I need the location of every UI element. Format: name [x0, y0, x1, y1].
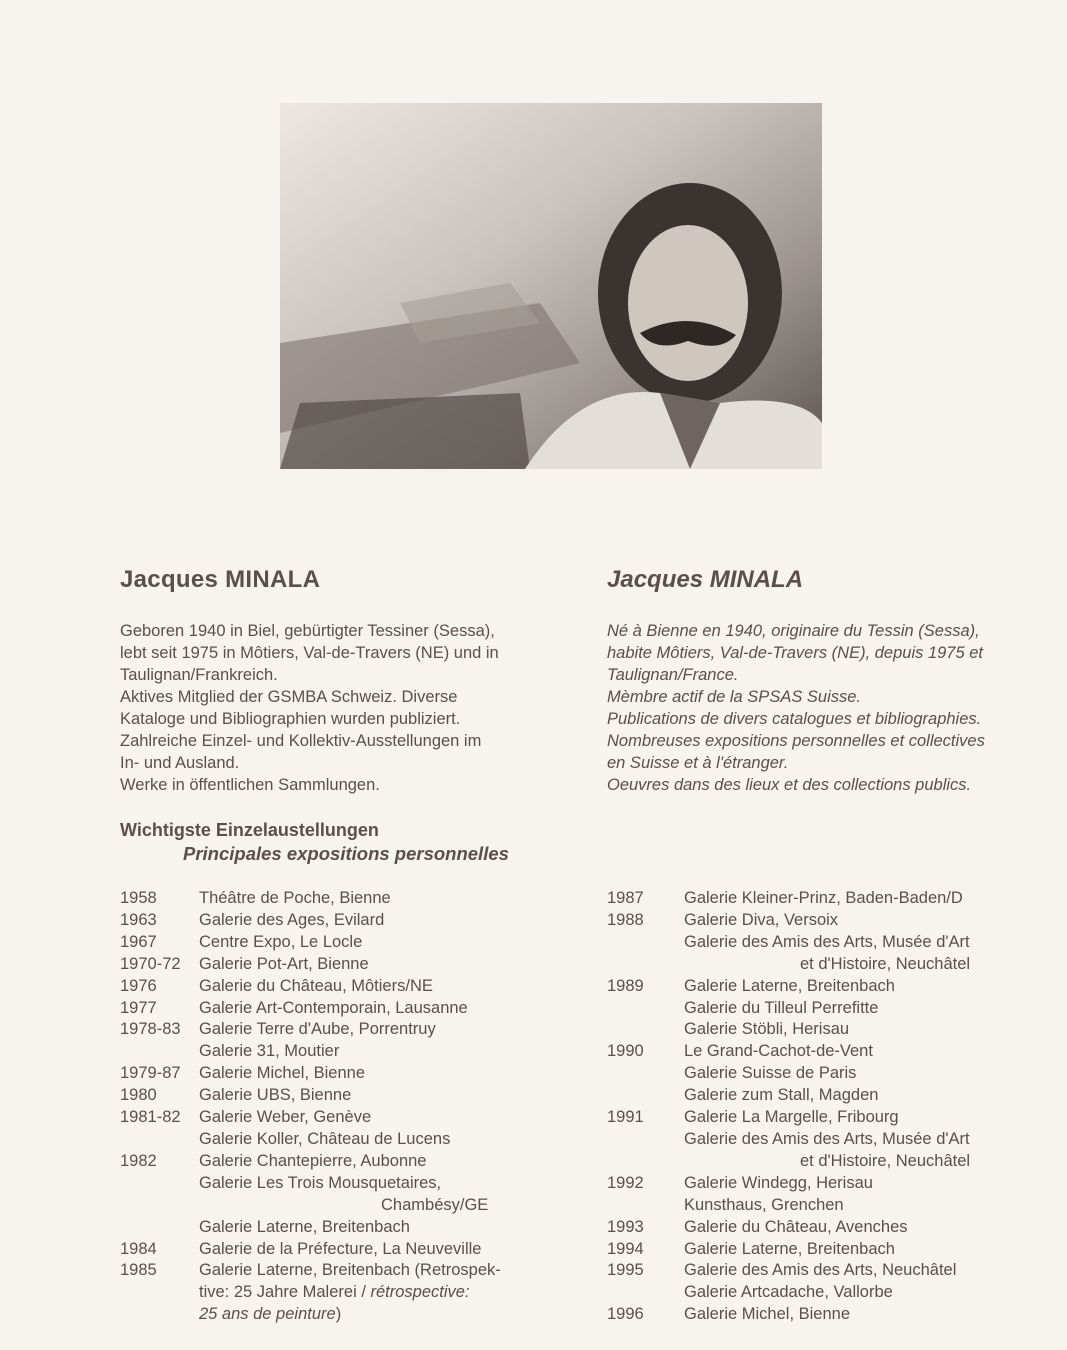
exhibition-year: 1978-83	[120, 1020, 181, 1039]
exhibition-year: 1994	[607, 1239, 644, 1258]
bio-line: In- und Ausland.	[120, 754, 240, 772]
exhibition-row	[607, 1260, 1047, 1304]
exhibition-list-right	[607, 888, 1047, 1326]
venue-line: Galerie Michel, Bienne	[684, 1305, 850, 1324]
bio-line: habite Môtiers, Val-de-Travers (NE), depuis 1975 et	[607, 644, 983, 662]
venue-line: Galerie Terre d'Aube, Porrentruy	[199, 1020, 436, 1039]
bio-line: en Suisse et à l'étranger.	[607, 754, 789, 772]
exhibition-venues	[684, 976, 1047, 1042]
exhibition-venues	[684, 1173, 1047, 1217]
exhibition-row	[607, 1217, 1047, 1239]
exhibition-year: 1987	[607, 889, 644, 907]
bio-line: Taulignan/France.	[607, 666, 739, 684]
exhibition-year: 1979-87	[120, 1064, 181, 1083]
venue-line: Galerie Artcadache, Vallorbe	[684, 1283, 893, 1302]
bio-line: lebt seit 1975 in Môtiers, Val-de-Travers (NE) und in	[120, 644, 499, 662]
bio-line: Oeuvres dans des lieux et des collections publics.	[607, 776, 972, 794]
venue-line: Galerie Pot-Art, Bienne	[199, 954, 369, 973]
exhibition-row	[120, 1085, 560, 1107]
bio-line: Publications de divers catalogues et bibliographies.	[607, 710, 982, 728]
exhibition-year: 1980	[120, 1086, 157, 1105]
exhibition-year: 1993	[607, 1217, 644, 1236]
exhibition-row	[607, 1107, 1047, 1173]
exhibition-venues	[199, 1107, 560, 1151]
venue-line: Galerie Michel, Bienne	[199, 1064, 365, 1083]
venue-line: Galerie Windegg, Herisau	[684, 1173, 873, 1192]
exhibition-row	[120, 888, 560, 910]
venue-line: Galerie 31, Moutier	[199, 1042, 340, 1061]
exhibition-venues	[199, 888, 560, 910]
venue-line: Galerie Art-Contemporain, Lausanne	[199, 998, 468, 1017]
exhibition-row	[120, 1260, 560, 1326]
exhibition-venues	[199, 1085, 560, 1107]
venue-line: Galerie du Château, Avenches	[684, 1217, 908, 1236]
bio-line: Zahlreiche Einzel- und Kollektiv-Ausstellungen im	[120, 732, 482, 750]
venue-line: Galerie zum Stall, Magden	[684, 1086, 879, 1105]
artist-name-de: Jacques MINALA	[120, 566, 321, 593]
exhibition-row	[607, 1041, 1047, 1107]
venue-line: Galerie Koller, Château de Lucens	[199, 1129, 451, 1148]
exhibition-year: 1996	[607, 1305, 644, 1324]
biography-fr	[607, 620, 1047, 796]
exhibition-year: 1990	[607, 1042, 644, 1061]
venue-line: Galerie Kleiner-Prinz, Baden-Baden/D	[684, 889, 963, 907]
portrait-illustration	[280, 103, 822, 469]
exhibition-year: 1958	[120, 889, 157, 907]
exhibition-venues	[684, 888, 1047, 910]
venue-line: Galerie du Tilleul Perrefitte	[684, 998, 879, 1017]
exhibition-venues	[199, 1019, 560, 1063]
exhibition-row	[607, 1239, 1047, 1261]
venue-line: tive: 25 Jahre Malerei / rétrospective:	[199, 1283, 470, 1302]
exhibition-year: 1970-72	[120, 954, 181, 973]
exhibition-row	[120, 1239, 560, 1261]
section-heading	[120, 818, 509, 866]
exhibition-list-left	[120, 888, 560, 1326]
exhibition-year: 1988	[607, 910, 644, 929]
exhibition-row	[120, 954, 560, 976]
venue-line: Le Grand-Cachot-de-Vent	[684, 1042, 873, 1061]
venue-line: Galerie La Margelle, Fribourg	[684, 1108, 899, 1127]
biography-de	[120, 620, 560, 796]
exhibition-row	[120, 1063, 560, 1085]
exhibition-row	[120, 1107, 560, 1151]
exhibition-row	[607, 1173, 1047, 1217]
exhibition-venues	[199, 1151, 560, 1239]
venue-line: et d'Histoire, Neuchâtel	[800, 954, 971, 973]
exhibition-venues	[199, 1239, 560, 1261]
bio-line: Geboren 1940 in Biel, gebürtigter Tessiner (Sessa),	[120, 622, 495, 640]
exhibition-row	[607, 976, 1047, 1042]
exhibition-venues	[684, 1217, 1047, 1239]
venue-line: Galerie Laterne, Breitenbach	[684, 976, 895, 995]
exhibition-row	[120, 976, 560, 998]
bio-line: Werke in öffentlichen Sammlungen.	[120, 776, 380, 794]
exhibition-year: 1995	[607, 1261, 644, 1280]
exhibition-row	[120, 998, 560, 1020]
venue-line: Galerie Stöbli, Herisau	[684, 1020, 850, 1039]
venue-line: Galerie UBS, Bienne	[199, 1086, 352, 1105]
bio-line: Nombreuses expositions personnelles et collectives	[607, 732, 985, 750]
exhibition-year: 1963	[120, 910, 157, 929]
exhibition-venues	[199, 910, 560, 932]
exhibition-venues	[199, 976, 560, 998]
exhibition-row	[607, 910, 1047, 976]
venue-line: Galerie des Amis des Arts, Musée d'Art	[684, 932, 970, 951]
bio-line: Mèmbre actif de la SPSAS Suisse.	[607, 688, 862, 706]
exhibition-row	[120, 910, 560, 932]
venue-line: Galerie Laterne, Breitenbach (Retrospek-	[199, 1261, 501, 1280]
section-heading-fr: Principales expositions personnelles	[183, 843, 509, 864]
venue-line: Galerie des Ages, Evilard	[199, 910, 385, 929]
exhibition-year: 1981-82	[120, 1108, 181, 1127]
exhibition-year: 1967	[120, 932, 157, 951]
exhibition-row	[607, 888, 1047, 910]
exhibition-year: 1985	[120, 1261, 157, 1280]
exhibition-venues	[199, 932, 560, 954]
exhibition-venues	[199, 998, 560, 1020]
venue-line: Galerie Suisse de Paris	[684, 1064, 857, 1083]
exhibition-row	[120, 1151, 560, 1239]
exhibition-venues	[684, 1107, 1047, 1173]
portrait-photo	[280, 103, 822, 469]
bio-line: Aktives Mitglied der GSMBA Schweiz. Diverse	[120, 688, 458, 706]
venue-line: Galerie Laterne, Breitenbach	[199, 1217, 410, 1236]
exhibition-venues	[684, 910, 1047, 976]
venue-line: Galerie Laterne, Breitenbach	[684, 1239, 895, 1258]
bio-line: Kataloge und Bibliographien wurden publiziert.	[120, 710, 461, 728]
venue-line: Centre Expo, Le Locle	[199, 932, 363, 951]
venue-line: Galerie Chantepierre, Aubonne	[199, 1151, 427, 1170]
exhibition-year: 1992	[607, 1173, 644, 1192]
exhibition-venues	[199, 1063, 560, 1085]
exhibition-year: 1984	[120, 1239, 157, 1258]
exhibition-venues	[684, 1041, 1047, 1107]
exhibition-row	[120, 1019, 560, 1063]
venue-line: Galerie Diva, Versoix	[684, 910, 839, 929]
exhibition-year: 1982	[120, 1151, 157, 1170]
venue-line: Galerie des Amis des Arts, Neuchâtel	[684, 1261, 957, 1280]
exhibition-year: 1977	[120, 998, 157, 1017]
exhibition-venues	[684, 1239, 1047, 1261]
venue-line: Théâtre de Poche, Bienne	[199, 889, 391, 907]
exhibition-venues	[199, 1260, 560, 1326]
venue-line: Kunsthaus, Grenchen	[684, 1195, 844, 1214]
venue-line: Galerie des Amis des Arts, Musée d'Art	[684, 1129, 970, 1148]
venue-line: Galerie de la Préfecture, La Neuveville	[199, 1239, 482, 1258]
exhibition-year: 1976	[120, 976, 157, 995]
bio-line: Taulignan/Frankreich.	[120, 666, 278, 684]
exhibition-year: 1989	[607, 976, 644, 995]
exhibition-row	[607, 1304, 1047, 1326]
venue-line: et d'Histoire, Neuchâtel	[800, 1151, 971, 1170]
venue-line: 25 ans de peinture)	[199, 1305, 342, 1324]
exhibition-year: 1991	[607, 1108, 644, 1127]
exhibition-venues	[684, 1260, 1047, 1304]
venue-line: Galerie Weber, Genève	[199, 1108, 372, 1127]
venue-line: Chambésy/GE	[381, 1195, 489, 1214]
bio-line: Né à Bienne en 1940, originaire du Tessin (Sessa),	[607, 622, 980, 640]
exhibition-venues	[684, 1304, 1047, 1326]
exhibition-venues	[199, 954, 560, 976]
artist-name-fr: Jacques MINALA	[607, 566, 804, 593]
exhibition-row	[120, 932, 560, 954]
venue-line: Galerie du Château, Môtiers/NE	[199, 976, 433, 995]
section-heading-de: Wichtigste Einzelaustellungen	[120, 820, 379, 840]
venue-line: Galerie Les Trois Mousquetaires,	[199, 1173, 442, 1192]
